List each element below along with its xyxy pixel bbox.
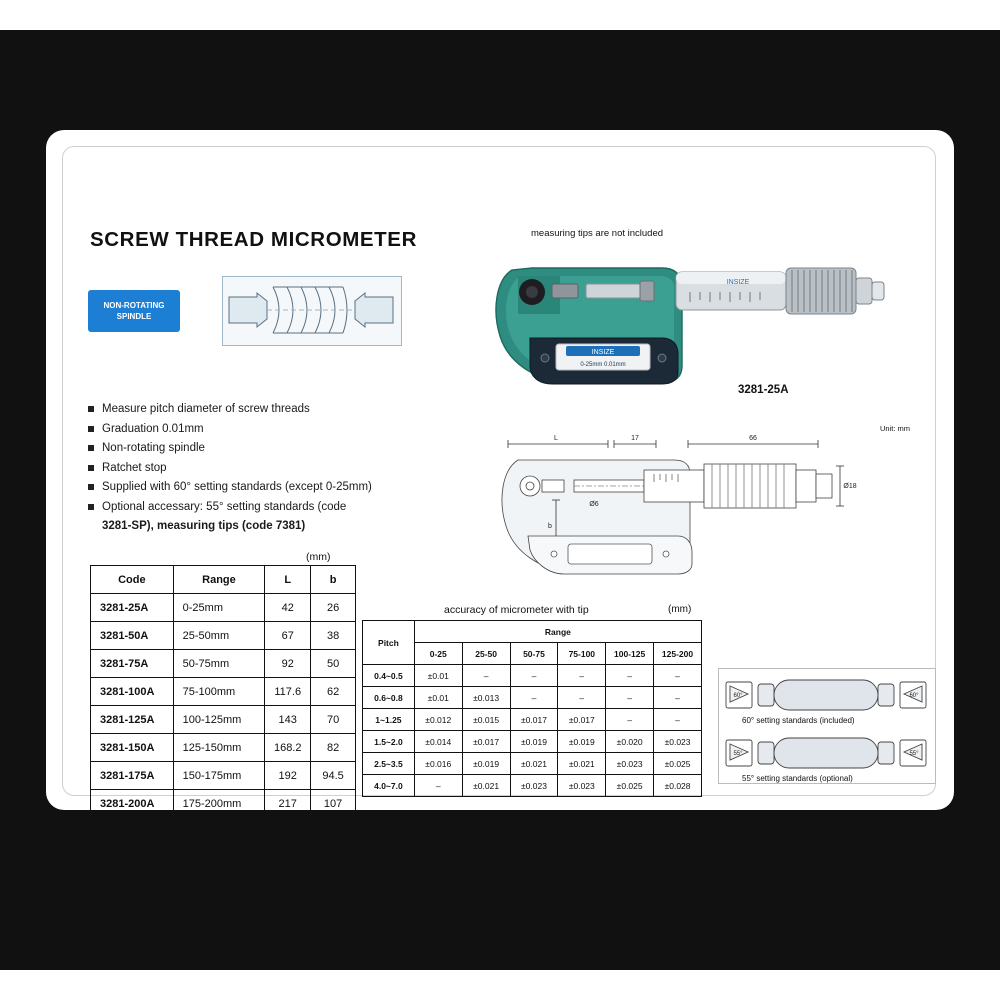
cell-accuracy: ±0.014 [414, 731, 462, 753]
table-row [91, 790, 356, 818]
feature-item-continuation: 3281-SP), measuring tips (code 7381) [102, 520, 306, 532]
cell-b: 107 [311, 790, 356, 818]
cell-l: 92 [265, 650, 311, 678]
setting-standard-55-caption: 55° setting standards (optional) [742, 774, 853, 783]
table-row [91, 762, 356, 790]
cell-accuracy: – [606, 687, 654, 709]
cell-b: 70 [311, 706, 356, 734]
cell-range: 175-200mm [173, 790, 265, 818]
cell-code: 3281-200A [91, 790, 174, 818]
accuracy-table-unit: (mm) [668, 604, 692, 615]
column-header-range: Range [173, 566, 265, 594]
cell-accuracy: ±0.017 [558, 709, 606, 731]
product-photo [490, 240, 910, 400]
cell-code: 3281-175A [91, 762, 174, 790]
status-badge [88, 290, 180, 332]
setting-standard-55 [722, 730, 930, 776]
page-title: SCREW THREAD MICROMETER [90, 228, 417, 251]
table-row [91, 734, 356, 762]
cell-b: 94.5 [311, 762, 356, 790]
cell-l: 117.6 [265, 678, 311, 706]
cell-pitch: 0.4~0.5 [363, 665, 415, 687]
table-row [363, 753, 702, 775]
cell-pitch: 4.0~7.0 [363, 775, 415, 797]
cell-accuracy: – [606, 709, 654, 731]
table-row [363, 709, 702, 731]
cell-l: 168.2 [265, 734, 311, 762]
cell-l: 143 [265, 706, 311, 734]
svg-text:17: 17 [631, 435, 639, 442]
cell-b: 26 [311, 594, 356, 622]
table-row [91, 678, 356, 706]
svg-text:0-25mm 0.01mm: 0-25mm 0.01mm [580, 362, 626, 368]
svg-text:INSIZE: INSIZE [726, 279, 750, 286]
cell-range: 25-50mm [173, 622, 265, 650]
cell-accuracy: ±0.023 [654, 731, 702, 753]
badge-line-1: NON-ROTATING [103, 301, 165, 310]
cell-b: 38 [311, 622, 356, 650]
cell-accuracy: ±0.012 [414, 709, 462, 731]
cell-accuracy: ±0.016 [414, 753, 462, 775]
cell-accuracy: ±0.025 [606, 775, 654, 797]
cell-accuracy: ±0.023 [606, 753, 654, 775]
column-header-l: L [265, 566, 311, 594]
svg-text:60°: 60° [733, 693, 743, 699]
cell-code: 3281-150A [91, 734, 174, 762]
column-header-range-25-50: 25-50 [462, 643, 510, 665]
cell-accuracy: – [606, 665, 654, 687]
table-row [91, 706, 356, 734]
feature-item: Non-rotating spindle [88, 439, 508, 459]
column-header-pitch: Pitch [363, 621, 415, 665]
table-header-row [91, 566, 356, 594]
accuracy-table-caption: accuracy of micrometer with tip [444, 604, 589, 616]
cell-accuracy: – [462, 665, 510, 687]
cell-accuracy: ±0.025 [654, 753, 702, 775]
cell-accuracy: – [654, 665, 702, 687]
cell-code: 3281-25A [91, 594, 174, 622]
cell-accuracy: ±0.019 [462, 753, 510, 775]
table-row [91, 594, 356, 622]
model-label: 3281-25A [738, 384, 789, 396]
cell-range: 150-175mm [173, 762, 265, 790]
table-row [363, 731, 702, 753]
svg-text:55°: 55° [733, 751, 743, 757]
accuracy-group-header-row [363, 621, 702, 643]
setting-standard-60-caption: 60° setting standards (included) [742, 716, 855, 725]
cell-l: 192 [265, 762, 311, 790]
measuring-tip-note: measuring tips are not included [531, 228, 664, 239]
cell-code: 3281-100A [91, 678, 174, 706]
column-header-b: b [311, 566, 356, 594]
feature-item: Measure pitch diameter of screw threads [88, 400, 508, 420]
cell-code: 3281-75A [91, 650, 174, 678]
cell-accuracy: ±0.021 [558, 753, 606, 775]
svg-text:Ø6: Ø6 [589, 501, 599, 508]
cell-b: 50 [311, 650, 356, 678]
cell-accuracy: – [654, 709, 702, 731]
cell-accuracy: ±0.023 [510, 775, 558, 797]
badge-line-2: SPINDLE [116, 312, 152, 321]
cell-accuracy: ±0.01 [414, 665, 462, 687]
technical-drawing [488, 424, 908, 592]
svg-text:66: 66 [749, 435, 757, 442]
cell-accuracy: – [654, 687, 702, 709]
feature-list [88, 400, 508, 537]
feature-item: Supplied with 60° setting standards (except 0-25mm) [88, 478, 508, 498]
cell-code: 3281-125A [91, 706, 174, 734]
cell-accuracy: – [558, 665, 606, 687]
column-header-range-50-75: 50-75 [510, 643, 558, 665]
cell-range: 100-125mm [173, 706, 265, 734]
cell-accuracy: ±0.021 [462, 775, 510, 797]
column-header-range-125-200: 125-200 [654, 643, 702, 665]
cell-accuracy: ±0.020 [606, 731, 654, 753]
cell-pitch: 0.6~0.8 [363, 687, 415, 709]
table-row [363, 775, 702, 797]
column-header-range-0-25: 0-25 [414, 643, 462, 665]
cell-range: 125-150mm [173, 734, 265, 762]
accuracy-table [362, 620, 702, 797]
feature-item: Ratchet stop [88, 459, 508, 479]
cell-pitch: 2.5~3.5 [363, 753, 415, 775]
svg-text:55°: 55° [909, 751, 919, 757]
cell-pitch: 1.5~2.0 [363, 731, 415, 753]
cell-accuracy: ±0.015 [462, 709, 510, 731]
cell-pitch: 1~1.25 [363, 709, 415, 731]
cell-accuracy: ±0.013 [462, 687, 510, 709]
svg-text:b: b [548, 523, 552, 530]
column-header-range-group: Range [414, 621, 701, 643]
cell-accuracy: – [510, 687, 558, 709]
cell-accuracy: ±0.019 [510, 731, 558, 753]
cell-accuracy: ±0.023 [558, 775, 606, 797]
cell-l: 67 [265, 622, 311, 650]
drawing-unit-note: Unit: mm [880, 424, 910, 433]
table-row [363, 665, 702, 687]
cell-accuracy: ±0.021 [510, 753, 558, 775]
thread-profile-illustration [222, 276, 402, 346]
setting-standard-60 [722, 672, 930, 718]
cell-range: 0-25mm [173, 594, 265, 622]
cell-l: 42 [265, 594, 311, 622]
cell-l: 217 [265, 790, 311, 818]
cell-accuracy: ±0.017 [510, 709, 558, 731]
table-row [91, 622, 356, 650]
specification-table [90, 565, 356, 818]
cell-accuracy: ±0.01 [414, 687, 462, 709]
cell-accuracy: ±0.019 [558, 731, 606, 753]
feature-item: Optional accessary: 55° setting standards (code [88, 498, 508, 518]
svg-text:Ø18: Ø18 [843, 483, 857, 490]
cell-accuracy: – [510, 665, 558, 687]
cell-accuracy: – [558, 687, 606, 709]
main-table-unit: (mm) [306, 551, 331, 563]
cell-accuracy: ±0.017 [462, 731, 510, 753]
cell-code: 3281-50A [91, 622, 174, 650]
table-row [363, 687, 702, 709]
column-header-code: Code [91, 566, 174, 594]
cell-b: 82 [311, 734, 356, 762]
svg-text:60°: 60° [909, 693, 919, 699]
cell-accuracy: ±0.028 [654, 775, 702, 797]
cell-accuracy: – [414, 775, 462, 797]
cell-range: 75-100mm [173, 678, 265, 706]
svg-text:L: L [554, 435, 558, 442]
column-header-range-75-100: 75-100 [558, 643, 606, 665]
table-row [91, 650, 356, 678]
svg-text:INSIZE: INSIZE [591, 349, 615, 356]
cell-b: 62 [311, 678, 356, 706]
column-header-range-100-125: 100-125 [606, 643, 654, 665]
feature-item: Graduation 0.01mm [88, 420, 508, 440]
cell-range: 50-75mm [173, 650, 265, 678]
